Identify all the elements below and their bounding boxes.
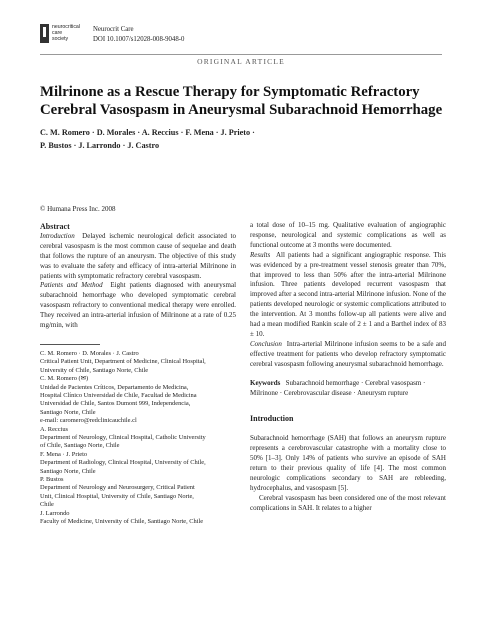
left-column [40, 222, 236, 527]
author-line: P. Bustos · J. Larrondo · J. Castro [40, 140, 160, 150]
email-link[interactable]: e-mail: caromero@redclinicauchile.cl [40, 417, 137, 425]
journal-name: Neurocrit Care [93, 26, 134, 33]
affiliation: A. Reccius Department of Neurology, Clinical Hospital, Catholic University of Chile, Santiago Norte, Chile [40, 425, 206, 450]
abstract-methods-continued: a total dose of 10–15 mg. Qualitative evaluation of angiographic response, neurological and systemic complications as well as functional outcome at 3 months were documented. [250, 221, 446, 249]
copyright: © Humana Press Inc. 2008 [40, 205, 116, 213]
right-column [250, 221, 446, 514]
logo-text: neurocritical care society [52, 24, 80, 42]
section-label: Conclusion [250, 339, 282, 348]
introduction-paragraph: Subarachnoid hemorrhage (SAH) that follows an aneurysm rupture represents a cerebrovascular catastrophe with a mortality close to 50% [1–3]. Only 14% of patients who survive an episode of SAH return to their previous quality of life [4]. The most common neurologic complications secondary to SAH are rebleeding, hydrocephalus, and vasospasm [5]. [250, 434, 446, 492]
keywords: Keywords Subarachnoid hemorrhage · Cerebral vasospasm · Milrinone · Cerebrovascular disease · Aneurysm rupture [250, 378, 426, 397]
affiliation: C. M. Romero · D. Morales · J. Castro Critical Patient Unit, Department of Medicine, Clinical Hospital, University of Chile, Santiago Norte, Chile [40, 349, 206, 374]
abstract-heading: Abstract [40, 222, 70, 231]
affiliation: J. Larrondo Faculty of Medicine, University of Chile, Santiago Norte, Chile [40, 509, 204, 526]
journal-logo [40, 24, 86, 46]
paper-title: Milrinone as a Rescue Therapy for Symptomatic Refractory Cerebral Vasospasm in Aneurysmal Subarachnoid Hemorrhage [40, 84, 443, 118]
header-rule [40, 54, 442, 55]
article-type: ORIGINAL ARTICLE [197, 57, 285, 66]
author-line: C. M. Romero · D. Morales · A. Reccius · F. Mena · J. Prieto · [40, 128, 255, 137]
logo-mark-icon [40, 24, 49, 43]
introduction-heading: Introduction [250, 414, 294, 424]
footnote-rule [40, 344, 100, 345]
abstract-results: Results All patients had a significant angiographic response. This was evidenced by a pre-treatment vessel stenosis greater than 70%, that improved to less than 50% after the intra-arterial Milrinone infusion. Three patients developed recurrent vasospasm that improved after a second intra-arterial Milrinone infusion. None of the patients developed neurologic or systemic complications attributed to the intervention. At 3 months follow-up all patients were alive and had a mean modified Rankin scale of 2 ± 1 and a Barthel index of 83 ± 10. [250, 250, 446, 338]
abstract-introduction: Introduction Delayed ischemic neurological deficit associated to cerebral vasospasm is the most common cause of sequelae and death that follows the rupture of an aneurysm. The objective of this study was to evaluate the safety and efficacy of intra-arterial Milrinone in patients with symptomatic refractory cerebral vasospasm. [40, 231, 236, 280]
introduction-paragraph: Cerebral vasospasm has been considered one of the most relevant complications in SAH. It relates to a higher [250, 493, 446, 512]
affiliation: F. Mena · J. Prieto Department of Radiology, Clinical Hospital, University of Chile, Santiago Norte, Chile [40, 450, 206, 475]
section-label: Introduction [40, 231, 75, 240]
author-list [40, 127, 440, 152]
section-label: Patients and Method [40, 281, 103, 290]
keywords-label: Keywords [250, 378, 281, 387]
affiliation: P. Bustos Department of Neurology and Neurosurgery, Critical Patient Unit, Clinical Hospital, University of Chile, Santiago Norte, Chile [40, 476, 195, 509]
section-label: Results [250, 250, 271, 259]
abstract-methods: Patients and Method Eight patients diagnosed with aneurysmal subarachnoid hemorrhage who developed symptomatic cerebral vasospasm refractory to conventional medical therapy were enrolled. They received an intra-arterial infusion of Milrinone at a rate of 0.25 mg/min, with [40, 281, 237, 330]
doi[interactable]: DOI 10.1007/s12028-008-9048-0 [93, 36, 185, 43]
abstract-conclusion: Conclusion Intra-arterial Milrinone infusion seems to be a safe and effective treatment for patients who develop refractory symptomatic cerebral vasospasm following aneurysmal subarachnoid hemorrhage. [250, 339, 447, 368]
affiliation-corresponding: C. M. Romero (✉) Unidad de Pacientes Críticos, Departamento de Medicina, Hospital Clínico Universidad de Chile, Facultad de Medicina Universidad de Chile, Santos Dumont 999, Independencia, Santiago Norte, Chile e-mail: caromero@redclinicauchile.cl [40, 375, 197, 425]
